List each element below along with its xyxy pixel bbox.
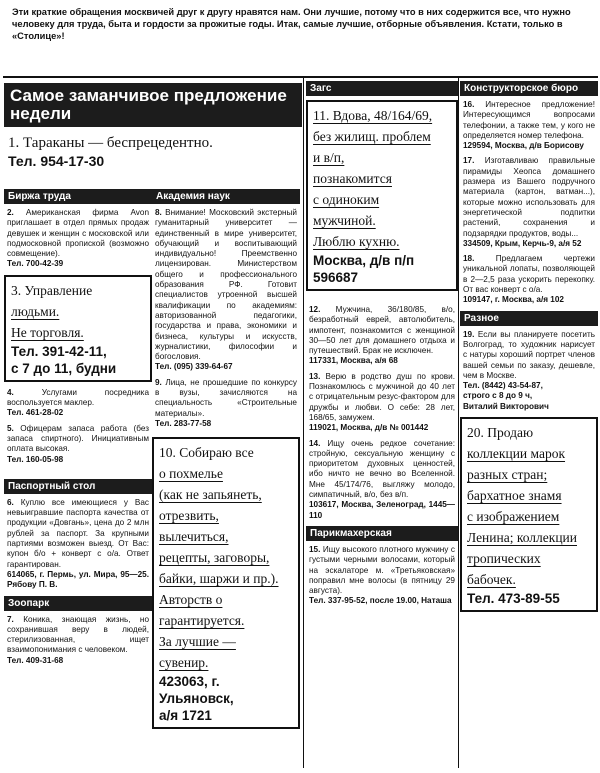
ad-19-contact-2: строго с 8 до 9 ч, bbox=[463, 391, 533, 401]
ad-5-contact: Тел. 160-05-98 bbox=[7, 454, 64, 464]
ad-19-text: Если вы планируете посетить Волгоград, то художник нарисует с натуры хороший портрет членов вашей семьи по заказу, дешевле, чем в Москве. bbox=[463, 329, 595, 380]
ad-7-text: Коника, знающая жизнь, но сохранившая веру в людей, стерилизованная, ищет взаимопонимания с человеком. bbox=[7, 614, 150, 655]
column-4 bbox=[460, 78, 598, 618]
ad-10-line-10: За лучшие — bbox=[159, 634, 236, 650]
ad-11-line-4: познакомится bbox=[313, 171, 392, 186]
ad-15 bbox=[309, 545, 455, 607]
ad-16-num: 16. bbox=[463, 100, 475, 109]
ad-11-line-1: 11. Вдова, 48/164/69, bbox=[313, 108, 433, 123]
ad-20-line-4: бархатное знамя bbox=[467, 488, 562, 504]
ad-6-contact: 614065, г. Пермь, ул. Мира, 95—25. Рябову П. В. bbox=[7, 569, 149, 590]
ad-11-line-3: и в/п, bbox=[313, 150, 345, 165]
ad-3-line-3: Не торговля. bbox=[11, 324, 84, 340]
ad-5-text: Офицерам запаса работа (без запаса спиртного). Инициативным оплата высокая. bbox=[7, 423, 149, 454]
ad-10-line-6: рецепты, заговоры, bbox=[159, 550, 270, 566]
ad-16-contact: 129594, Москва, д/в Борисову bbox=[463, 141, 584, 151]
ad-6 bbox=[7, 498, 149, 591]
ad-10-line-3: (как не запьянеть, bbox=[159, 487, 262, 503]
ad-14-num: 14. bbox=[309, 438, 321, 448]
section-zags: Загс bbox=[306, 81, 458, 96]
ad-20-line-5: с изображением bbox=[467, 509, 560, 525]
section-pasport: Паспортный стол bbox=[4, 479, 152, 494]
headline: Самое заманчивое предложение недели bbox=[4, 83, 302, 127]
ad-5-num: 5. bbox=[7, 423, 14, 433]
ad-5 bbox=[7, 424, 149, 465]
ad-10-line-5: вылечиться, bbox=[159, 529, 229, 545]
ad-15-num: 15. bbox=[309, 544, 321, 554]
ad-20 bbox=[460, 417, 598, 612]
ad-20-line-3: разных стран; bbox=[467, 467, 548, 483]
section-konstr: Конструкторское бюро bbox=[460, 81, 598, 96]
section-akademia: Академия наук bbox=[152, 189, 300, 204]
ad-17-contact: 334509, Крым, Керчь-9, а/я 52 bbox=[463, 238, 582, 248]
ad-3-line-2: людьми. bbox=[11, 303, 60, 319]
ad-12-contact: 117331, Москва, а/я 68 bbox=[309, 356, 398, 366]
ad-4 bbox=[7, 388, 149, 419]
ad-15-text: Ищу высокого плотного мужчину с густыми черными волосами, который на эскалаторе м. «Третьяковская» поправил мне волосы (в пятницу 29 августа). bbox=[309, 544, 455, 596]
ad-8-num: 8. bbox=[155, 208, 162, 217]
ad-10-line-9: гарантируется. bbox=[159, 613, 245, 629]
headline-block bbox=[4, 80, 302, 178]
ad-15-contact: Тел. 337-95-52, после 19.00, Наташа bbox=[309, 596, 452, 606]
ad-17-text: Изготавливаю правильные пирамиды Хеопса домашнего размера из Вашего подручного материала (картон, ватман...), которые можно использовать для энергетической подпитки растений, сохранения и подзарядки продуктов, воды... bbox=[463, 156, 595, 238]
ad-11-line-2: без жилищ. проблем bbox=[313, 129, 431, 144]
ad-9 bbox=[155, 378, 297, 429]
ad-17 bbox=[463, 156, 595, 249]
column-rule bbox=[303, 78, 304, 768]
ad-10-contact-2: а/я 1721 bbox=[159, 708, 212, 724]
ad-14-contact: 103617, Москва, Зеленоград, 1445—110 bbox=[309, 500, 455, 520]
ad-10 bbox=[152, 437, 300, 729]
ad-14 bbox=[309, 439, 455, 521]
ad-9-num: 9. bbox=[155, 377, 162, 387]
ad-1 bbox=[4, 131, 302, 172]
ad-3 bbox=[4, 275, 152, 382]
ad-14-text: Ищу очень редкое сочетание: стройную, сексуальную женщину с приоритетом духовных ценностей, ибо ничто не вечно во Вселенной. Мне 45/174/76, выгляжу молодо, симпатичный, в/о, без в/п. bbox=[309, 438, 455, 500]
ad-10-line-8: Авторств о bbox=[159, 592, 223, 608]
section-birzha: Биржа труда bbox=[4, 189, 152, 204]
ad-4-num: 4. bbox=[7, 387, 14, 397]
ad-18 bbox=[463, 254, 595, 305]
ad-20-contact: Тел. 473-89-55 bbox=[467, 591, 560, 607]
ad-16 bbox=[463, 100, 595, 151]
ad-12 bbox=[309, 305, 455, 367]
column-rule bbox=[458, 78, 459, 768]
ad-13-contact: 119021, Москва, д/в № 001442 bbox=[309, 423, 429, 433]
ad-13-text: Верю в родство душ по крови. Познакомлюсь с мужчиной до 40 лет с отрицательным резус-фактором для дружбы и любви. О себе: 28 лет, 168/65, замужем. bbox=[309, 371, 456, 422]
ad-2-text: Американская фирма Avon приглашает в отдел прямых продаж девушек и женщин с московской или подмосковной пропиской (возможно совмещение). bbox=[7, 208, 149, 259]
ad-11-line-6: мужчиной. bbox=[313, 213, 376, 228]
ad-12-num: 12. bbox=[309, 305, 321, 314]
column-1 bbox=[4, 186, 152, 671]
ad-10-line-1: 10. Собираю все bbox=[159, 445, 254, 461]
ad-11-contact-1: Москва, д/в п/п bbox=[313, 253, 415, 268]
ad-11-line-7: Люблю кухню. bbox=[313, 234, 400, 249]
ad-1-contact: Тел. 954-17-30 bbox=[8, 153, 105, 169]
ad-4-contact: Тел. 461-28-02 bbox=[7, 408, 64, 418]
ad-10-line-11: сувенир. bbox=[159, 655, 209, 671]
ad-11-line-5: с одиноким bbox=[313, 192, 380, 207]
ad-18-text: Предлагаем чертежи уникальной лопаты, позволяющей в 2—2,5 раза ускорить перекопку. От вас конверт с о/а. bbox=[463, 254, 595, 295]
ad-20-line-2: коллекции марок bbox=[467, 446, 566, 462]
ad-8-text: Внимание! Московский экстерный гуманитарный университет — единственный в мире университет, обучающий и воспитывающий индивидуально! Преемственно лицензирован. Министерством общего и профессионального образования РФ. Готовит специалистов утроенной высшей квалификации по академиям: авторизованной педагогики, государства и права, экономики и бизнеса, культуры и искусств, журналистики, философии и богословия. bbox=[155, 208, 297, 362]
ad-18-contact: 109147, г. Москва, а/я 102 bbox=[463, 295, 564, 305]
ad-9-contact: Тел. 283-77-58 bbox=[155, 418, 212, 428]
ad-6-text: Куплю все имеющиеся у Вас невыигравшие паспорта качества от продукции «Довгань», цена до 2 млн рублей за паспорт. За крупными партиями возможен выезд. От Вас: купон б/о + конверт с о/а. Ответ гарантирован. bbox=[7, 497, 149, 569]
ad-2 bbox=[7, 208, 149, 270]
ad-11-contact-2: 596687 bbox=[313, 270, 359, 285]
ad-3-contact-1: Тел. 391-42-11, bbox=[11, 343, 107, 359]
ad-16-text: Интересное предложение! Интересующимся вопросами телефонии, а также тем, у кого не определяется номер телефона. bbox=[463, 100, 595, 140]
ad-20-line-6: Ленина; коллекции bbox=[467, 530, 577, 546]
ad-11 bbox=[306, 100, 458, 291]
ad-19 bbox=[463, 330, 595, 412]
ad-10-line-4: отрезвить, bbox=[159, 508, 219, 524]
column-2 bbox=[152, 186, 300, 735]
section-raznoe: Разное bbox=[460, 311, 598, 326]
ad-10-contact-1: 423063, г. Ульяновск, bbox=[159, 674, 234, 707]
column-3 bbox=[306, 78, 458, 612]
ad-20-line-8: бабочек. bbox=[467, 572, 516, 588]
ad-13-num: 13. bbox=[309, 371, 321, 381]
ad-4-text: Услугами посредника воспользуется маклер. bbox=[7, 387, 149, 408]
ad-2-num: 2. bbox=[7, 208, 14, 217]
ad-20-line-1: 20. Продаю bbox=[467, 425, 534, 441]
ad-9-text: Лица, не прошедшие по конкурсу в вузы, зачисляются на специальность «Строительные материалы». bbox=[155, 377, 297, 418]
ad-10-line-2: о похмелье bbox=[159, 466, 223, 482]
ad-3-line-1: 3. Управление bbox=[11, 282, 93, 298]
ad-19-num: 19. bbox=[463, 329, 475, 339]
ad-10-line-7: байки, шаржи и пр.). bbox=[159, 571, 279, 587]
ad-7-num: 7. bbox=[7, 614, 14, 624]
ad-19-contact-1: Тел. (8442) 43-54-87, bbox=[463, 381, 543, 391]
ad-2-contact: Тел. 700-42-39 bbox=[7, 259, 64, 269]
ad-7-contact: Тел. 409-31-68 bbox=[7, 655, 64, 665]
section-parik: Парикмахерская bbox=[306, 526, 458, 541]
ad-20-line-7: тропических bbox=[467, 551, 541, 567]
section-zoo: Зоопарк bbox=[4, 596, 152, 611]
ad-17-num: 17. bbox=[463, 156, 475, 166]
ad-7 bbox=[7, 615, 149, 666]
ad-18-num: 18. bbox=[463, 254, 475, 264]
ad-6-num: 6. bbox=[7, 497, 14, 507]
ad-13 bbox=[309, 372, 455, 434]
ad-8 bbox=[155, 208, 297, 373]
ad-8-contact: Тел. (095) 339-64-67 bbox=[155, 362, 233, 372]
ad-12-text: Мужчина, 36/180/85, в/о, безработный еврей, автолюбитель, импотент, познакомится с женщиной 30—50 лет для домашнего отдыха и путешествий. Брак не исключен. bbox=[309, 305, 455, 356]
intro-text: Эти краткие обращения москвичей друг к другу нравятся нам. Они лучшие, потому что в них содержится все, что нужно человеку для труда, быта и гордости за прожитые годы. Итак, самые лучшие, отборные объявления. Кстати, только в «Столице»! bbox=[12, 7, 571, 41]
ad-1-text: 1. Тараканы — беспрецедентно. bbox=[8, 135, 213, 151]
ad-3-contact-2: с 7 до 11, будни bbox=[11, 360, 117, 376]
ad-19-contact-3: Виталий Викторович bbox=[463, 401, 549, 411]
